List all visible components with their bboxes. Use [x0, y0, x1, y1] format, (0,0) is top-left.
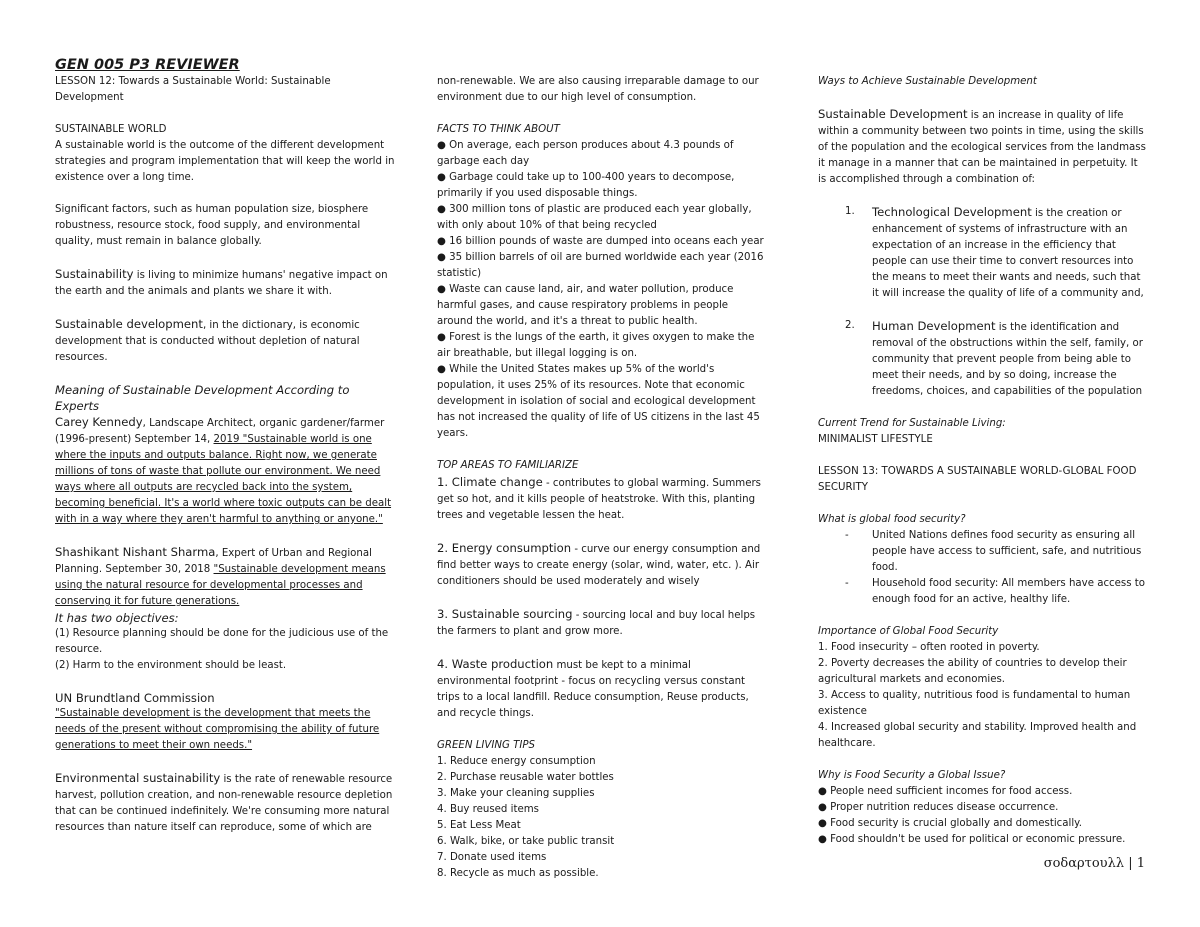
sustainable-development-paragraph — [818, 106, 1148, 188]
sd-text: is an increase in quality of life within a community between two points in time, using the skills of the population and the ecological services from the landmass it manage in a manner that can be maintained in perpetuity. It is accomplished through a combination of: — [818, 110, 1146, 185]
meaning-heading: Meaning of Sustainable Development According to Experts — [55, 383, 350, 413]
top-area-1 — [437, 474, 767, 524]
top-area-2-text: - curve our energy consumption and find better ways to create energy (solar, wind, water, etc. ). Air conditioners should be used moderately and wisely — [437, 544, 761, 587]
environmental-sustainability-term: Environmental sustainability — [55, 771, 221, 785]
why-item: ● Food security is crucial globally and domestically. — [818, 818, 1082, 829]
importance-item: 2. Poverty decreases the ability of countries to develop their agricultural markets and economies. — [818, 658, 1127, 685]
lesson-12-heading: LESSON 12: Towards a Sustainable World: Sustainable Development — [55, 76, 331, 103]
sustainability-term: Sustainability — [55, 267, 134, 281]
why-item: ● Food shouldn't be used for political or economic pressure. — [818, 834, 1126, 845]
sharma-info: , Expert of Urban and Regional Planning. September 30, 2018 — [55, 548, 372, 575]
footer-author: σοδαρτουλλ — [1043, 856, 1125, 871]
sustainability-definition — [55, 266, 395, 300]
fact-item: ● On average, each person produces about 4.3 pounds of garbage each day — [437, 140, 734, 167]
green-tip-item: 2. Purchase reusable water bottles — [437, 772, 614, 783]
objective-2: (2) Harm to the environment should be least. — [55, 660, 287, 671]
current-trend-value: MINIMALIST LIFESTYLE — [818, 434, 933, 445]
top-areas-heading: TOP AREAS TO FAMILIARIZE — [437, 460, 579, 471]
fact-item: ● Garbage could take up to 100-400 years to decompose, primarily if you used disposable things. — [437, 172, 735, 199]
why-item: ● People need sufficient incomes for food access. — [818, 786, 1073, 797]
definition-text: United Nations defines food security as ensuring all people have access to sufficient, safe, and nutritious food. — [872, 530, 1142, 573]
page-number: 1 — [1136, 856, 1145, 871]
sustainable-world-heading: SUSTAINABLE WORLD — [55, 124, 167, 135]
dash-marker: - — [845, 578, 849, 589]
sustainable-development-text: , in the dictionary, is economic development that is conducted without depletion of natural resources. — [55, 320, 360, 363]
sustainable-development-definition — [55, 316, 395, 366]
sharma-paragraph — [55, 544, 395, 610]
ways-heading: Ways to Achieve Sustainable Development — [818, 76, 1037, 87]
fact-item: ● Forest is the lungs of the earth, it gives oxygen to make the air breathable, but illegal logging is on. — [437, 332, 755, 359]
top-area-4-term: 4. Waste production — [437, 657, 554, 671]
current-trend-heading: Current Trend for Sustainable Living: — [818, 418, 1006, 429]
column-1 — [55, 56, 395, 836]
importance-item: 1. Food insecurity – often rooted in poverty. — [818, 642, 1040, 653]
fact-item: ● While the United States makes up 5% of the world's population, it uses 25% of its resources. Note that economic development in isolation of social and ecological development has not increased the quality of life of US citizens in the last 45 years. — [437, 364, 760, 439]
fact-item: ● 300 million tons of plastic are produced each year globally, with only about 10% of that being recycled — [437, 204, 752, 231]
sustainable-development-term: Sustainable development — [55, 317, 203, 331]
kennedy-paragraph — [55, 414, 395, 528]
sustainable-world-paragraph-2: Significant factors, such as human population size, biosphere robustness, resource stock, food supply, and environmental quality, must remain in balance globally. — [55, 204, 369, 247]
lesson-13-heading: LESSON 13: TOWARDS A SUSTAINABLE WORLD-GLOBAL FOOD SECURITY — [818, 466, 1137, 493]
green-tip-item: 1. Reduce energy consumption — [437, 756, 596, 767]
importance-item: 4. Increased global security and stability. Improved health and healthcare. — [818, 722, 1137, 749]
item-number: 1. — [845, 206, 855, 217]
numbered-item-1 — [818, 204, 1148, 302]
dash-marker: - — [845, 530, 849, 541]
importance-item: 3. Access to quality, nutritious food is fundamental to human existence — [818, 690, 1131, 717]
kennedy-name: Carey Kennedy — [55, 415, 143, 429]
green-tip-item: 6. Walk, bike, or take public transit — [437, 836, 615, 847]
sustainable-world-paragraph-1: A sustainable world is the outcome of the different development strategies and program implementation that will keep the world in existence over a long time. — [55, 140, 395, 183]
green-tip-item: 3. Make your cleaning supplies — [437, 788, 595, 799]
un-brundtland-quote: "Sustainable development is the development that meets the needs of the present without compromising the ability of future generations to meet their own needs." — [55, 708, 380, 751]
fact-item: ● 16 billion pounds of waste are dumped into oceans each year — [437, 236, 764, 247]
sustainability-text: is living to minimize humans' negative impact on the earth and the animals and plants we share it with. — [55, 270, 388, 297]
sd-term: Sustainable Development — [818, 107, 968, 121]
top-area-2-term: 2. Energy consumption — [437, 541, 572, 555]
green-tip-item: 5. Eat Less Meat — [437, 820, 521, 831]
top-area-4-text: must be kept to a minimal environmental footprint - focus on recycling versus constant trips to a local landfill. Reduce consumption, Reuse products, and recycle things. — [437, 660, 749, 719]
green-tip-item: 7. Donate used items — [437, 852, 547, 863]
column-3 — [818, 74, 1148, 848]
kennedy-info: , Landscape Architect, organic gardener/farmer (1996-present) September 14, — [55, 418, 385, 445]
top-area-1-term: 1. Climate change — [437, 475, 543, 489]
sharma-name: Shashikant Nishant Sharma — [55, 545, 216, 559]
definition-text: Household food security: All members have access to enough food for an active, healthy life. — [872, 578, 1145, 605]
why-heading: Why is Food Security a Global Issue? — [818, 770, 1006, 781]
global-food-security-heading: What is global food security? — [818, 514, 966, 525]
fact-item: ● Waste can cause land, air, and water pollution, produce harmful gases, and cause respiratory problems in people around the world, and it's a threat to public health. — [437, 284, 734, 327]
importance-heading: Importance of Global Food Security — [818, 626, 999, 637]
human-development-term: Human Development — [872, 319, 996, 333]
objective-1: (1) Resource planning should be done for the judicious use of the resource. — [55, 628, 389, 655]
definition-item-2 — [818, 576, 1148, 608]
why-item: ● Proper nutrition reduces disease occurrence. — [818, 802, 1059, 813]
top-area-4 — [437, 656, 767, 722]
top-area-1-text: - contributes to global warming. Summers get so hot, and it kills people of heatstroke. With this, planting trees and vegetable lessen the heat. — [437, 478, 761, 521]
definition-item-1 — [818, 528, 1148, 576]
un-brundtland-heading: UN Brundtland Commission — [55, 691, 215, 705]
green-living-heading: GREEN LIVING TIPS — [437, 740, 535, 751]
kennedy-quote: 2019 "Sustainable world is one where the inputs and outputs balance. Right now, we generate millions of tons of waste that pollute our environment. We need ways where all outputs are recycled back into the system, becoming beneficial. It's a world where toxic outputs can be dealt with in a way where they aren't harmful to anything or anyone." — [55, 434, 392, 525]
green-tip-item: 8. Recycle as much as possible. — [437, 868, 599, 879]
environmental-sustainability-text: is the rate of renewable resource harvest, pollution creation, and non-renewable resource depletion that can be continued indefinitely. We're consuming more natural resources than nature itself can reproduce, some of which are — [55, 774, 393, 833]
technological-development-term: Technological Development — [872, 205, 1032, 219]
numbered-item-2 — [818, 318, 1148, 400]
footer-separator: | — [1124, 856, 1137, 871]
green-tip-item: 4. Buy reused items — [437, 804, 539, 815]
fact-item: ● 35 billion barrels of oil are burned worldwide each year (2016 statistic) — [437, 252, 764, 279]
technological-development-text: is the creation or enhancement of systems of infrastructure with an expectation of an increase in the efficiency that people can use their time to convert resources into the means to meet their wants and needs, such that it will increase the quality of life of a community and, — [872, 208, 1144, 299]
top-area-3-text: - sourcing local and buy local helps the farmers to plant and grow more. — [437, 610, 756, 637]
top-area-3-term: 3. Sustainable sourcing — [437, 607, 573, 621]
column-2-continuation: non-renewable. We are also causing irreparable damage to our environment due to our high level of consumption. — [437, 76, 759, 103]
environmental-sustainability-definition — [55, 770, 395, 836]
column-2 — [437, 74, 767, 882]
top-area-3 — [437, 606, 767, 640]
top-area-2 — [437, 540, 767, 590]
human-development-text: is the identification and removal of the obstructions within the self, family, or community that prevent people from being able to meet their needs, and by so doing, increase the freedoms, choices, and capabilities of the population — [872, 322, 1143, 397]
facts-heading: FACTS TO THINK ABOUT — [437, 124, 560, 135]
document-title: GEN 005 P3 REVIEWER — [55, 57, 240, 73]
objectives-heading: It has two objectives: — [55, 611, 179, 625]
sharma-quote: "Sustainable development means using the natural resource for developmental processes and conserving it for future generations. — [55, 564, 386, 607]
item-number: 2. — [845, 320, 855, 331]
page-footer — [1044, 856, 1145, 871]
